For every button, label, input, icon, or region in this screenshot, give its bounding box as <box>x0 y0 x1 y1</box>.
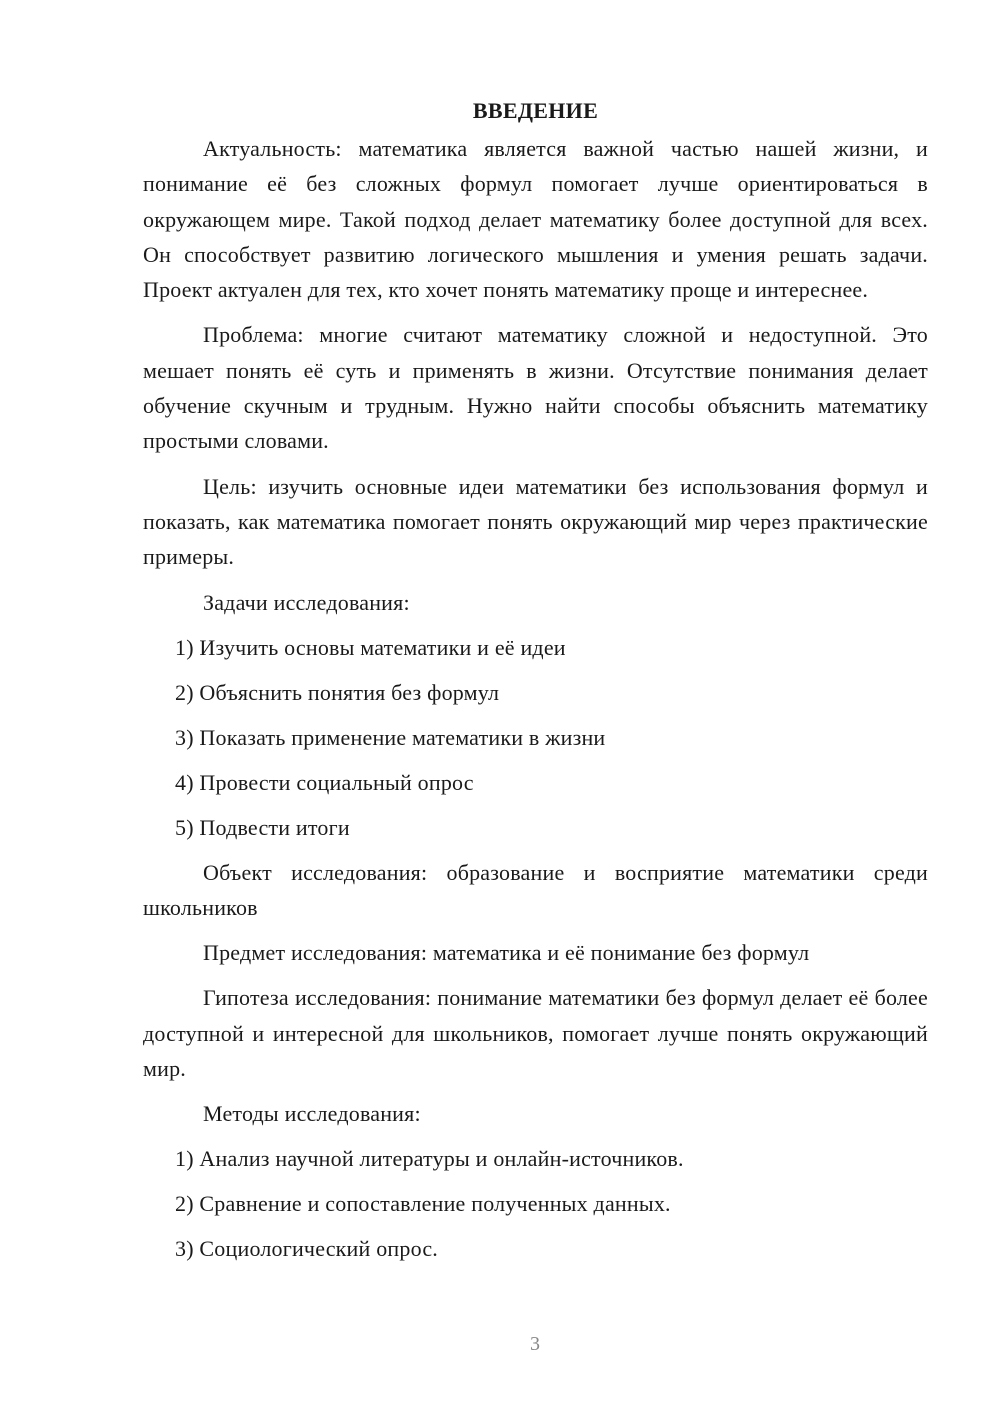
goal-paragraph: Цель: изучить основные идеи математики без использования формул и показать, как математика помогает понять окружающий мир через практические примеры. <box>143 473 928 570</box>
problem-paragraph: Проблема: многие считают математику сложной и недоступной. Это мешает понять её суть и применять в жизни. Отсутствие понимания делает обучение скучным и трудным. Нужно найти способы объяснить математику простыми словами. <box>143 322 928 454</box>
hypothesis-paragraph: Гипотеза исследования: понимание математики без формул делает её более доступной и интересной для школьников, помогает лучше понять окружающий мир. <box>143 985 928 1082</box>
method-item: 1) Анализ научной литературы и онлайн-источников. <box>175 1146 684 1172</box>
subject-paragraph: Предмет исследования: математика и её понимание без формул <box>203 940 810 966</box>
methods-list <box>143 1141 928 1266</box>
tasks-list <box>143 630 928 845</box>
task-item: 4) Провести социальный опрос <box>175 769 474 795</box>
task-item: 5) Подвести итоги <box>175 814 350 840</box>
methods-heading: Методы исследования: <box>203 1101 421 1127</box>
method-item: 3) Социологический опрос. <box>175 1236 438 1262</box>
document-page <box>143 96 928 1276</box>
task-item: 3) Показать применение математики в жизни <box>175 724 606 750</box>
task-item: 2) Объяснить понятия без формул <box>175 679 500 705</box>
page-number: 3 <box>530 1333 540 1355</box>
page-title: ВВЕДЕНИЕ <box>472 98 599 123</box>
relevance-paragraph: Актуальность: математика является важной частью нашей жизни, и понимание её без сложных формул помогает лучше ориентироваться в окружающем мире. Такой подход делает математику более доступной для всех. Он способствует развитию логического мышления и умения решать задачи. Проект актуален для тех, кто хочет понять математику проще и интереснее. <box>143 136 928 303</box>
tasks-heading: Задачи исследования: <box>203 589 410 615</box>
method-item: 2) Сравнение и сопоставление полученных данных. <box>175 1191 671 1217</box>
task-item: 1) Изучить основы математики и её идеи <box>175 634 566 660</box>
object-paragraph: Объект исследования: образование и восприятие математики среди школьников <box>143 859 928 920</box>
